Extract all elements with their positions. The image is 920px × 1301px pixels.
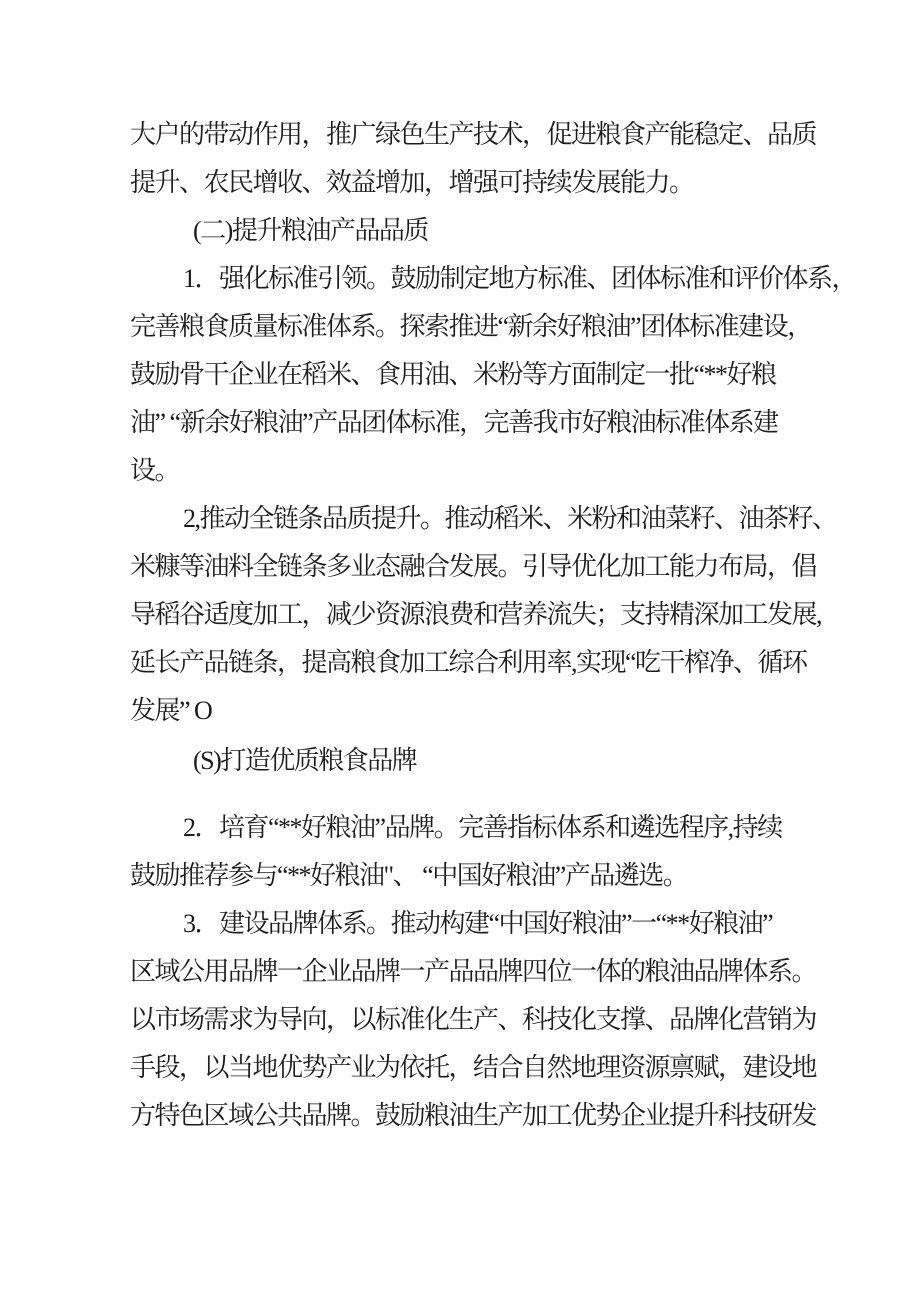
text-line: 2．培育“**好粮油”品牌。完善指标体系和遴选程序,持续 bbox=[183, 813, 782, 842]
text-line: 2,推动全链条品质提升。推动稻米、米粉和油菜籽、油茶籽、 bbox=[183, 504, 837, 533]
text-line: 米糠等油料全链条多业态融合发展。引导优化加工能力布局，倡 bbox=[130, 552, 817, 581]
text-line: 手段，以当地优势产业为依托，结合自然地理资源禀赋，建设地 bbox=[130, 1053, 817, 1082]
text-line: 以市场需求为导向，以标准化生产、科技化支撑、品牌化营销为 bbox=[130, 1005, 817, 1034]
section-heading: (S)打造优质粮食品牌 bbox=[193, 746, 417, 775]
text-line: 导稻谷适度加工，减少资源浪费和营养流失；支持精深加工发展, bbox=[130, 600, 822, 629]
text-line: 1．强化标准引领。鼓励制定地方标准、团体标准和评价体系， bbox=[183, 264, 857, 293]
text-line: 完善粮食质量标准体系。探索推进“新余好粮油”团体标准建设， bbox=[130, 312, 812, 341]
text-line: 油” “新余好粮油”产品团体标准，完善我市好粮油标准体系建 bbox=[130, 408, 778, 437]
section-heading: (二)提升粮油产品品质 bbox=[193, 216, 428, 245]
text-line: 鼓励骨干企业在稻米、食用油、米粉等方面制定一批“**好粮 bbox=[130, 360, 776, 389]
text-line: 3．建设品牌体系。推动构建“中国好粮油”一“**好粮油” bbox=[183, 909, 773, 938]
text-line: 区域公用品牌一企业品牌一产品品牌四位一体的粮油品牌体系。 bbox=[130, 957, 817, 986]
text-line: 延长产品链条，提高粮食加工综合利用率,实现“吃干榨净、循环 bbox=[130, 648, 807, 677]
text-line: 设。 bbox=[130, 456, 180, 485]
text-line: 方特色区域公共品牌。鼓励粮油生产加工优势企业提升科技研发 bbox=[130, 1101, 817, 1130]
text-line: 大户的带动作用，推广绿色生产技术，促进粮食产能稳定、品质 bbox=[130, 120, 817, 149]
text-line: 鼓励推荐参与“**好粮油"、 “中国好粮油”产品遴选。 bbox=[130, 861, 688, 890]
text-line: 提升、农民增收、效益增加，增强可持续发展能力。 bbox=[130, 168, 694, 197]
text-line: 发展” O bbox=[130, 696, 212, 725]
